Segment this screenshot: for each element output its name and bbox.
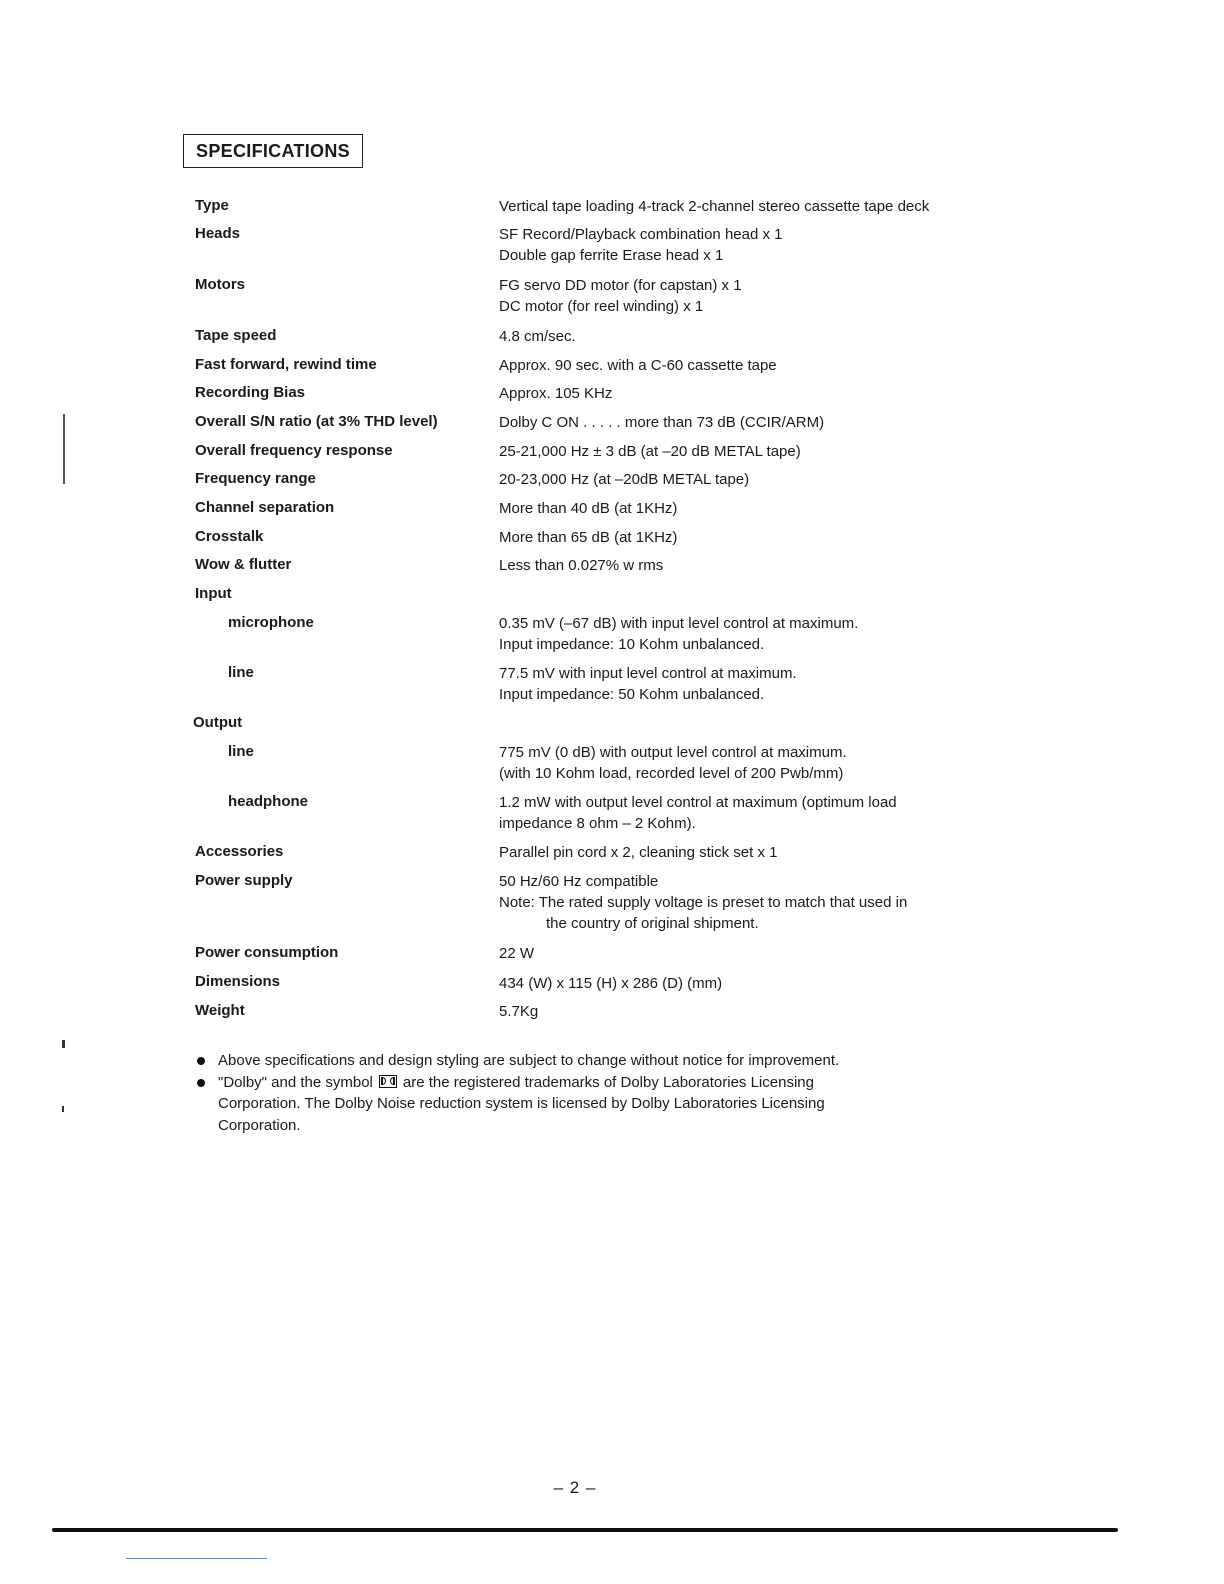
spec-value-output-headphone	[499, 792, 897, 834]
spec-value-crosstalk	[499, 527, 677, 548]
spec-value-line: Parallel pin cord x 2, cleaning stick set x 1	[499, 844, 778, 861]
notes	[195, 1050, 955, 1136]
bottom-small-rule	[126, 1558, 267, 1559]
spec-label-accessories: Accessories	[195, 843, 284, 860]
spec-label-output-line: line	[228, 743, 254, 760]
note-text: Corporation. The Dolby Noise reduction system is licensed by Dolby Laboratories Licensing	[218, 1095, 825, 1112]
spec-value-dimensions	[499, 973, 722, 994]
spec-value-recording-bias	[499, 383, 612, 404]
page-number: – 2 –	[553, 1478, 597, 1497]
spec-value-line: DC motor (for reel winding) x 1	[499, 298, 704, 315]
spec-label-heads: Heads	[195, 225, 241, 242]
spec-value-motors	[499, 275, 742, 317]
spec-label-recording-bias: Recording Bias	[195, 384, 306, 401]
spec-value-line: FG servo DD motor (for capstan) x 1	[499, 277, 742, 294]
spec-label-weight: Weight	[195, 1002, 245, 1019]
spec-label-tape-speed: Tape speed	[195, 327, 277, 344]
spec-value-line: Dolby C ON . . . . . more than 73 dB (CCIR/ARM)	[499, 414, 825, 431]
spec-value-line: Approx. 90 sec. with a C-60 cassette tape	[499, 357, 777, 374]
spec-value-freq-range	[499, 469, 749, 490]
spec-value-line: Double gap ferrite Erase head x 1	[499, 247, 724, 264]
spec-value-line: 1.2 mW with output level control at maximum (optimum load	[499, 794, 897, 811]
page-title-text: SPECIFICATIONS	[196, 140, 350, 161]
spec-value-sn-ratio	[499, 412, 824, 433]
spec-value-line: SF Record/Playback combination head x 1	[499, 226, 783, 243]
spec-value-line: Approx. 105 KHz	[499, 385, 613, 402]
spec-value-freq-response	[499, 441, 801, 462]
bullet-icon	[197, 1079, 205, 1087]
spec-label-ff-rewind: Fast forward, rewind time	[195, 356, 377, 373]
spec-value-weight	[499, 1001, 538, 1022]
note-text: Above specifications and design styling are subject to change without notice for improvement.	[218, 1052, 840, 1069]
spec-value-line: Note: The rated supply voltage is preset to match that used in	[499, 894, 908, 911]
spec-value-line: Vertical tape loading 4-track 2-channel stereo cassette tape deck	[499, 198, 930, 215]
spec-value-line: 434 (W) x 115 (H) x 286 (D) (mm)	[499, 975, 723, 992]
spec-label-power-consumption: Power consumption	[195, 944, 339, 961]
note-text: "Dolby" and the symbol	[218, 1073, 373, 1091]
spec-label-freq-response: Overall frequency response	[195, 442, 393, 459]
spec-value-input-microphone	[499, 613, 858, 655]
spec-value-tape-speed	[499, 326, 576, 347]
spec-value-line: More than 40 dB (at 1KHz)	[499, 500, 678, 517]
spec-label-input-line: line	[228, 664, 254, 681]
spec-value-heads	[499, 224, 782, 266]
spec-label-dimensions: Dimensions	[195, 973, 281, 990]
note-item	[195, 1050, 955, 1072]
margin-mark	[62, 1040, 65, 1048]
spec-value-line: 20-23,000 Hz (at –20dB METAL tape)	[499, 471, 750, 488]
spec-value-line: (with 10 Kohm load, recorded level of 200 Pwb/mm)	[499, 765, 844, 782]
spec-value-line: 775 mV (0 dB) with output level control at maximum.	[499, 744, 847, 761]
spec-value-type	[499, 196, 929, 217]
spec-label-type: Type	[195, 197, 229, 214]
spec-value-line: 5.7Kg	[499, 1003, 539, 1020]
note-text: Corporation.	[218, 1116, 301, 1134]
spec-label-power-supply: Power supply	[195, 872, 293, 889]
spec-value-line: 50 Hz/60 Hz compatible	[499, 873, 659, 890]
spec-label-channel-sep: Channel separation	[195, 499, 335, 516]
spec-value-line: Input impedance: 50 Kohm unbalanced.	[499, 686, 765, 703]
dolby-logo-icon	[379, 1075, 397, 1088]
note-item	[195, 1072, 955, 1137]
spec-value-input-line	[499, 663, 797, 705]
spec-label-sn-ratio: Overall S/N ratio (at 3% THD level)	[195, 413, 438, 430]
bottom-rule	[52, 1528, 1118, 1532]
spec-label-output-headphone: headphone	[228, 793, 309, 810]
margin-mark	[62, 1106, 64, 1112]
spec-label-input-microphone: microphone	[228, 614, 314, 631]
spec-value-power-consumption	[499, 943, 534, 964]
spec-value-channel-sep	[499, 498, 677, 519]
spec-value-line: Input impedance: 10 Kohm unbalanced.	[499, 636, 765, 653]
spec-value-line: impedance 8 ohm – 2 Kohm).	[499, 815, 696, 832]
spec-label-motors: Motors	[195, 276, 245, 293]
spec-value-line: 25-21,000 Hz ± 3 dB (at –20 dB METAL tape)	[499, 443, 801, 460]
spec-value-ff-rewind	[499, 355, 777, 376]
spec-value-line: Less than 0.027% w rms	[499, 557, 664, 574]
bullet-icon	[197, 1057, 205, 1065]
spec-value-line: 77.5 mV with input level control at maximum.	[499, 665, 797, 682]
spec-value-line: 4.8 cm/sec.	[499, 328, 576, 345]
spec-value-wow-flutter	[499, 555, 663, 576]
note-text: are the registered trademarks of Dolby Laboratories Licensing	[402, 1073, 814, 1091]
margin-mark	[63, 414, 65, 484]
spec-value-power-supply	[499, 871, 907, 934]
spec-value-accessories	[499, 842, 777, 863]
spec-label-freq-range: Frequency range	[195, 470, 316, 487]
spec-value-line: 22 W	[499, 945, 535, 962]
spec-value-line: More than 65 dB (at 1KHz)	[499, 529, 678, 546]
spec-label-crosstalk: Crosstalk	[195, 528, 264, 545]
spec-label-input: Input	[195, 585, 232, 602]
spec-value-output-line	[499, 742, 847, 784]
spec-value-line: 0.35 mV (–67 dB) with input level control at maximum.	[499, 615, 859, 632]
spec-value-line: the country of original shipment.	[546, 915, 759, 932]
spec-label-wow-flutter: Wow & flutter	[195, 556, 292, 573]
spec-label-output: Output	[193, 714, 243, 731]
page-title	[183, 134, 363, 168]
